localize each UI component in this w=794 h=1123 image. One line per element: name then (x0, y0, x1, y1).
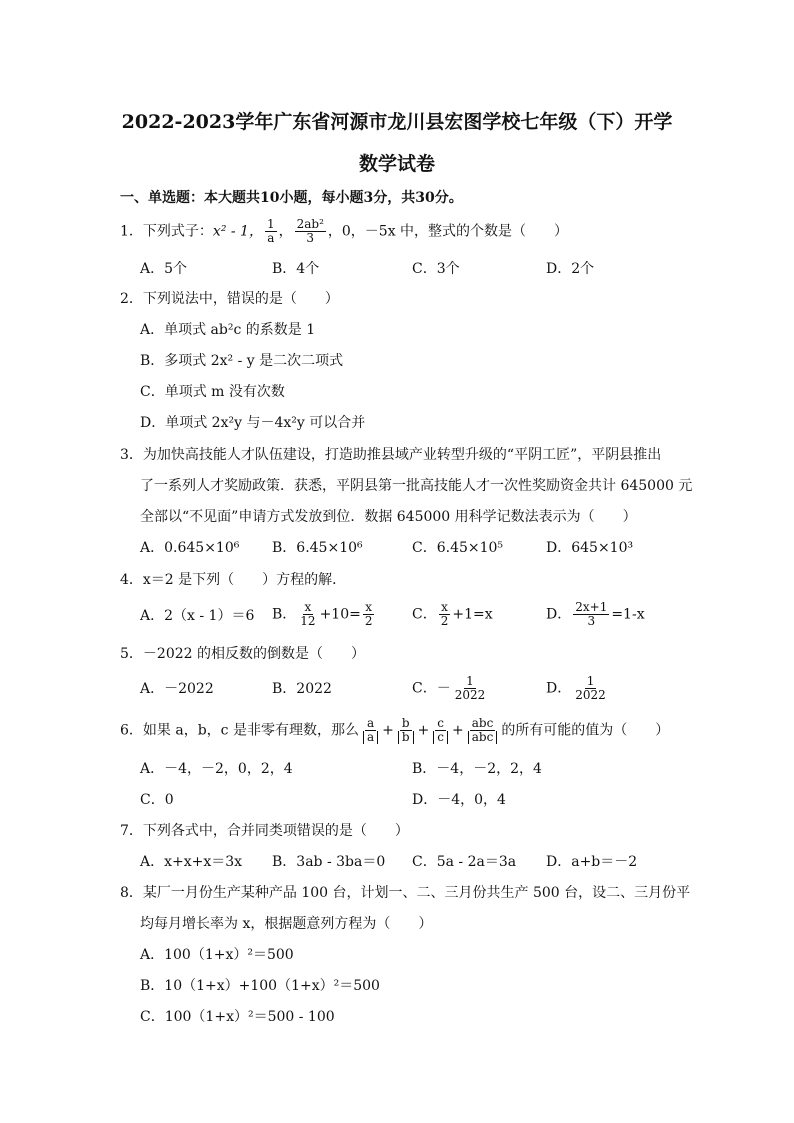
question-7-stem: 7．下列各式中，合并同类项错误的是（ ） (120, 823, 409, 839)
fraction: $\frac{\text{2ab²}}{3}$ (296, 217, 324, 245)
question-4-stem: 4．x＝2 是下列（ ）方程的解． (120, 572, 347, 588)
fraction: $\frac{\text{abc}}{\text{abc}}$ (466, 717, 500, 744)
question-1-option-b: B．4个 (272, 261, 320, 277)
fraction: $\frac{1}{a}$ (266, 217, 275, 245)
question-6-option-b: B．－4，－2，2，4 (412, 761, 542, 777)
fraction: $\frac{x}{12}$ (300, 600, 316, 628)
fraction: $\frac{c}{c}$ (431, 717, 450, 744)
fraction: $\frac{b}{b}$ (396, 717, 416, 744)
question-3-line1: 3．为加快高技能人才队伍建设，打造助推县域产业转型升级的“平阴工匠”，平阴县推出 (120, 447, 662, 463)
question-7-option-b: B．3ab - 3ba＝0 (272, 854, 386, 870)
question-5-stem: 5．－2022 的相反数的倒数是（ ） (120, 646, 365, 662)
exam-title-line2: 数学试卷 (358, 153, 435, 175)
question-2-option-d: D．单项式 2x²y 与－4x²y 可以合并 (140, 415, 366, 431)
fraction: $\frac{1}{2022}$ (575, 674, 606, 702)
fraction: $\frac{a}{a}$ (361, 717, 380, 744)
question-3-line3: 全部以“不见面”申请方式发放到位．数据 645000 用科学记数法表示为（ ） (140, 509, 637, 525)
question-7-option-c: C．5a - 2a＝3a (412, 854, 517, 870)
question-4-option-d: D． $\frac{2x+1}{3}$ =1-x (546, 600, 645, 628)
section-heading: 一、单选题：本大题共10小题，每小题3分，共30分。 (120, 190, 463, 206)
question-3-option-d: D．645×10³ (546, 540, 634, 556)
fraction: $\frac{1}{2022}$ (454, 674, 486, 702)
question-4-option-b: B． $\frac{x}{12}$ +10= $\frac{x}{2}$ (272, 600, 373, 628)
question-3-option-a: A．0.645×10⁶ (140, 540, 240, 556)
question-2-option-b: B．多项式 2x² - y 是二次二项式 (140, 353, 344, 369)
question-1-stem: 1．下列式子：x² - 1， $\frac{1}{a}$ ， $\frac{\text{2ab²}}{3}$ ，0，－5x 中，整式的个数是（ ） (120, 217, 569, 245)
question-2-option-a: A．单项式 ab²c 的系数是 1 (140, 322, 316, 338)
question-5-option-b: B．2022 (272, 681, 332, 697)
question-3-option-c: C．6.45×10⁵ (412, 540, 504, 556)
fraction: $\frac{x}{2}$ (364, 600, 373, 628)
question-6-option-d: D．－4，0，4 (412, 792, 506, 808)
question-5-option-a: A．－2022 (140, 681, 214, 697)
question-2-option-c: C．单项式 m 没有次数 (140, 384, 285, 400)
question-8-option-c: C．100（1+x）²＝500 - 100 (140, 1009, 335, 1025)
question-8-line2: 均每月增长率为 x，根据题意列方程为（ ） (140, 916, 433, 932)
question-6-stem: 6．如果 a，b，c 是非零有理数，那么 $\frac{a}{a}$ + $\frac{b}{b}$ + $\frac{c}{c}$ + $\frac{\text{abc}}{\text{abc}}$ 的所有可能的值为（ ） (120, 716, 670, 744)
question-6-option-c: C．0 (140, 792, 174, 808)
question-5-option-c: C．－ $\frac{1}{2022}$ (412, 674, 486, 702)
question-1-option-c: C．3个 (412, 261, 460, 277)
question-2-stem: 2．下列说法中，错误的是（ ） (120, 291, 339, 307)
question-1-option-a: A．5个 (140, 261, 188, 277)
exam-title-line1: 2022-2023学年广东省河源市龙川县宏图学校七年级（下）开学 (121, 111, 673, 133)
question-7-option-d: D．a+b＝－2 (546, 854, 638, 870)
fraction: $\frac{x}{2}$ (440, 600, 449, 628)
question-4-option-a: A．2（x - 1）＝6 (140, 608, 255, 624)
question-3-line2: 了一系列人才奖励政策．获悉，平阴县第一批高技能人才一次性奖励资金共计 645000 元 (140, 478, 693, 494)
fraction: $\frac{2x+1}{3}$ (575, 600, 608, 628)
question-5-option-d: D． $\frac{1}{2022}$ (546, 674, 606, 702)
question-8-option-b: B．10（1+x）+100（1+x）²＝500 (140, 978, 380, 994)
question-4-option-c: C． $\frac{x}{2}$ +1=x (412, 600, 493, 628)
question-1-option-d: D．2个 (546, 261, 595, 277)
question-3-option-b: B．6.45×10⁶ (272, 540, 363, 556)
question-6-option-a: A．－4，－2，0，2，4 (140, 761, 293, 777)
question-8-option-a: A．100（1+x）²＝500 (140, 947, 294, 963)
question-7-option-a: A．x+x+x＝3x (140, 854, 243, 870)
question-8-line1: 8．某厂一月份生产某种产品 100 台，计划一、二、三月份共生产 500 台，设二、三月份平 (120, 885, 691, 901)
